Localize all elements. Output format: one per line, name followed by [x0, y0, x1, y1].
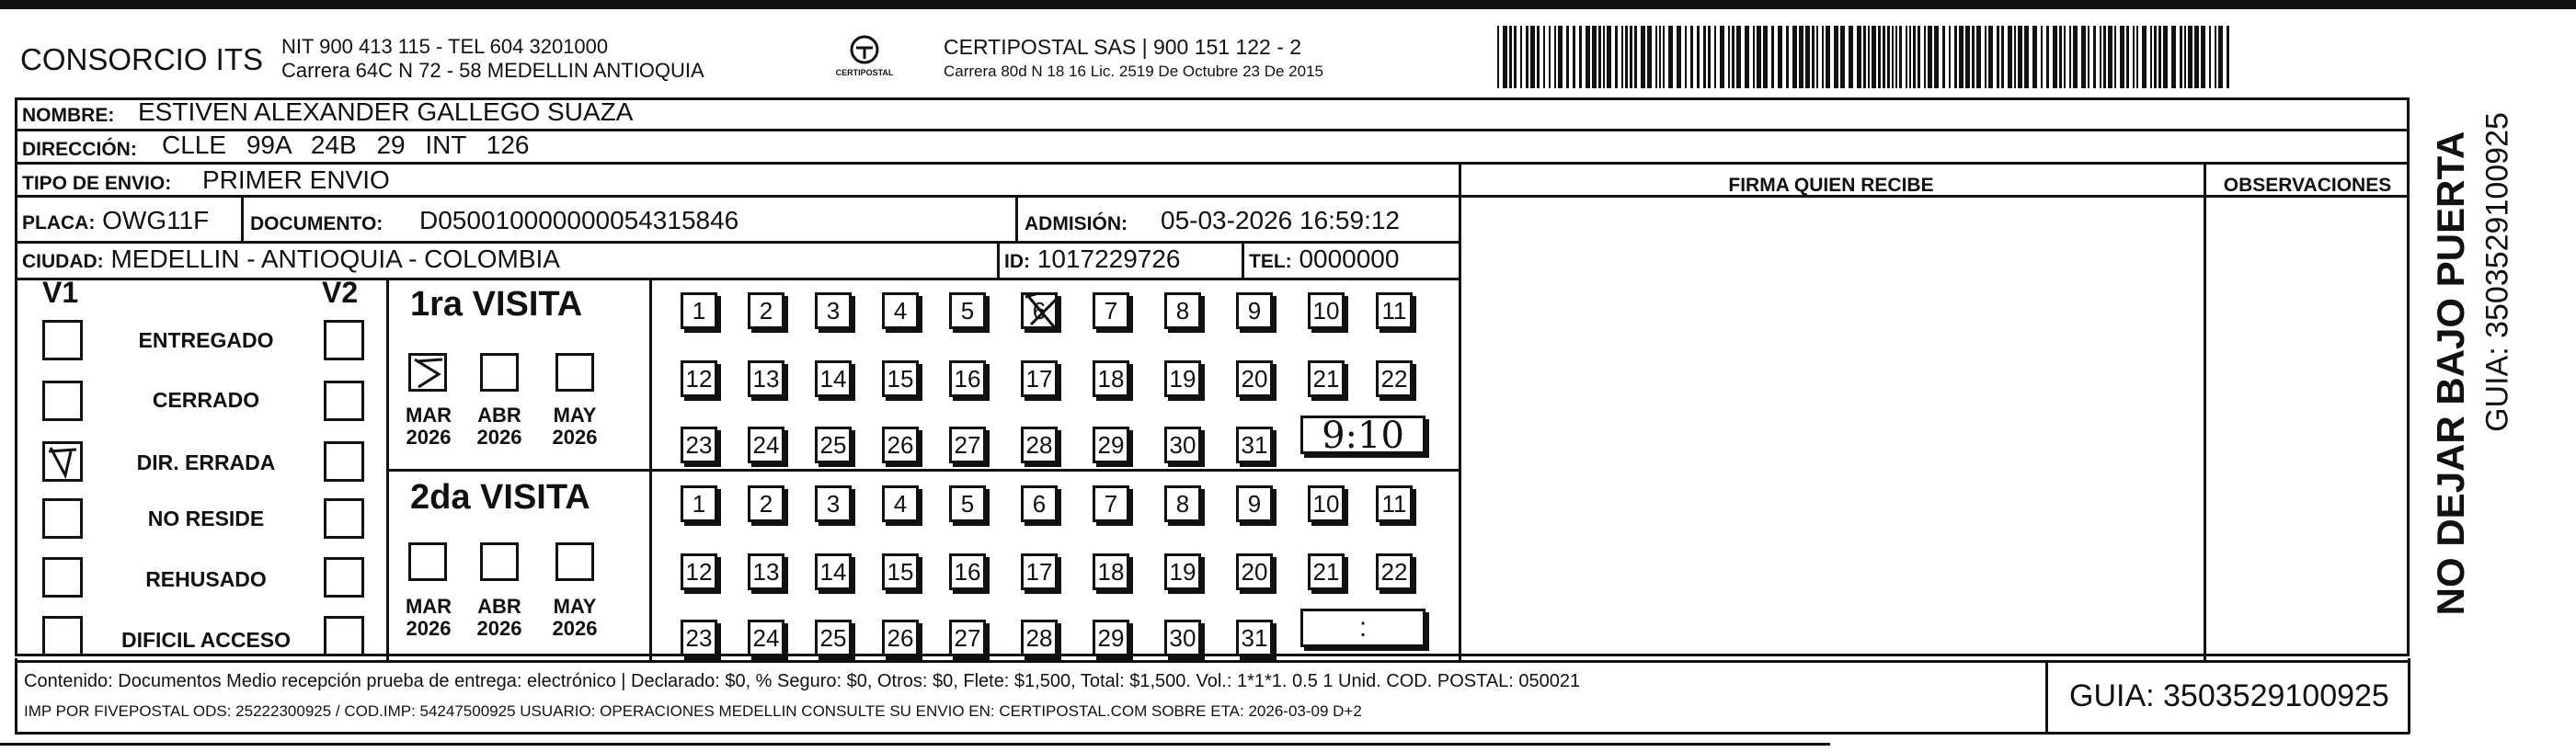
visit1-day-10[interactable]: 10: [1308, 292, 1345, 329]
visit1-day-8[interactable]: 8: [1164, 292, 1201, 329]
visit1-month-may: MAY 2026: [552, 404, 598, 449]
visit2-day-3[interactable]: 3: [815, 485, 852, 522]
visit2-day-23[interactable]: 23: [681, 620, 717, 656]
visit2-month-may-checkbox[interactable]: [555, 542, 594, 581]
visit2-day-14[interactable]: 14: [815, 553, 852, 590]
status-cerrado: CERRADO: [152, 388, 260, 412]
visit2-day-21[interactable]: 21: [1308, 553, 1345, 590]
visit1-day-11[interactable]: 11: [1376, 292, 1413, 329]
visit1-day-28[interactable]: 28: [1021, 427, 1058, 463]
company-name: CONSORCIO ITS: [20, 42, 264, 76]
footer-contenido: Contenido: Documentos Medio recepción prueba de entrega: electrónico | Declarado: $0, % Seguro: $0, Otros: $0, Flete: $1,500, Total: $1,500. Vol.: 1*1*1. 0.5 1 Unid. COD. POSTAL: 050021: [24, 671, 1581, 691]
visit1-month-abr: ABR 2026: [476, 404, 522, 449]
visit1-time-field[interactable]: [1300, 415, 1425, 457]
visit2-time-value: :: [1358, 612, 1368, 643]
documento-value: D050010000000054315846: [419, 206, 739, 234]
documento-label: DOCUMENTO:: [250, 213, 384, 234]
footer-imp: IMP POR FIVEPOSTAL ODS: 25222300925 / COD.IMP: 54247500925 USUARIO: OPERACIONES MEDELLIN CONSULTE SU ENVIO EN: CERTIPOSTAL.COM SOBRE ETA: 2026-03-09 D+2: [24, 702, 1362, 720]
observaciones-header: OBSERVACIONES: [2223, 175, 2392, 196]
status-rehusado: REHUSADO: [145, 567, 267, 591]
side-warning: NO DEJAR BAJO PUERTA: [2429, 131, 2472, 616]
visit1-day-18[interactable]: 18: [1093, 360, 1129, 397]
visit2-day-18[interactable]: 18: [1093, 553, 1129, 590]
status-no-reside: NO RESIDE: [147, 507, 265, 530]
visit1-day-22[interactable]: 22: [1376, 360, 1413, 397]
admision-label: ADMISIÓN:: [1025, 213, 1128, 234]
visit1-month-may-checkbox[interactable]: [555, 353, 594, 392]
visit1-day-27[interactable]: 27: [949, 427, 986, 463]
status-entregado: ENTREGADO: [138, 328, 274, 352]
visit1-day-3[interactable]: 3: [815, 292, 852, 329]
visit1-day-7[interactable]: 7: [1093, 292, 1129, 329]
visit2-month-mar-checkbox[interactable]: [408, 542, 447, 581]
direccion-value: CLLE 99A 24B 29 INT 126: [162, 131, 530, 159]
visit1-day-6[interactable]: 6: [1021, 292, 1058, 329]
v2-label: V2: [322, 276, 359, 309]
visit1-day-16[interactable]: 16: [949, 360, 986, 397]
visit2-day-12[interactable]: 12: [681, 553, 717, 590]
visit1-day-4[interactable]: 4: [882, 292, 919, 329]
ciudad-value: MEDELLIN - ANTIOQUIA - COLOMBIA: [110, 245, 560, 273]
visit2-time-field[interactable]: [1300, 609, 1425, 647]
v2-checkbox-cerrado[interactable]: [324, 381, 364, 421]
visit2-day-8[interactable]: 8: [1164, 485, 1201, 522]
v2-checkbox-dificil-acceso[interactable]: [324, 616, 364, 656]
tipo-envio-value: PRIMER ENVIO: [202, 165, 390, 194]
logo-caption: CERTIPOSTAL: [835, 68, 894, 77]
address-line: Carrera 64C N 72 - 58 MEDELLIN ANTIOQUIA: [281, 59, 704, 82]
visit2-day-11[interactable]: 11: [1376, 485, 1413, 522]
visit2-day-16[interactable]: 16: [949, 553, 986, 590]
visit1-day-1[interactable]: 1: [681, 292, 717, 329]
visit1-day-23[interactable]: 23: [681, 427, 717, 463]
visit2-day-10[interactable]: 10: [1308, 485, 1345, 522]
visit1-day-5[interactable]: 5: [949, 292, 986, 329]
visit2-day-6[interactable]: 6: [1021, 485, 1058, 522]
side-guia-container: [2478, 97, 2518, 649]
visit2-month-abr: ABR 2026: [476, 595, 522, 640]
visit2-day-20[interactable]: 20: [1236, 553, 1273, 590]
certipostal-address: Carrera 80d N 18 16 Lic. 2519 De Octubre 23 De 2015: [944, 63, 1323, 80]
visit1-title: 1ra VISITA: [410, 285, 583, 324]
visit1-month-abr-checkbox[interactable]: [480, 353, 519, 392]
visit1-day-13[interactable]: 13: [748, 360, 784, 397]
visit1-day-12[interactable]: 12: [681, 360, 717, 397]
visit2-month-abr-checkbox[interactable]: [480, 542, 519, 581]
status-dir-errada: DIR. ERRADA: [136, 450, 276, 474]
visit2-day-24[interactable]: 24: [748, 620, 784, 656]
nombre-value: ESTIVEN ALEXANDER GALLEGO SUAZA: [138, 97, 634, 126]
v2-checkbox-rehusado[interactable]: [324, 557, 364, 598]
visit1-month-mar: MAR 2026: [405, 404, 452, 449]
v1-checkbox-cerrado[interactable]: [42, 381, 83, 421]
barcode: [1497, 26, 2233, 88]
visit2-day-7[interactable]: 7: [1093, 485, 1129, 522]
visit1-day-20[interactable]: 20: [1236, 360, 1273, 397]
placa-label: PLACA:: [22, 212, 96, 234]
v1-checkbox-no-reside[interactable]: [42, 498, 83, 539]
v1-checkbox-rehusado[interactable]: [42, 557, 83, 598]
visit2-day-28[interactable]: 28: [1021, 620, 1058, 656]
v2-checkbox-dir-errada[interactable]: [324, 441, 364, 482]
side-guia: GUIA: 3503529100925: [2479, 112, 2515, 432]
visit2-month-may: MAY 2026: [552, 595, 598, 640]
direccion-label: DIRECCIÓN:: [22, 139, 137, 160]
visit2-day-17[interactable]: 17: [1021, 553, 1058, 590]
visit1-day-15[interactable]: 15: [882, 360, 919, 397]
visit1-month-mar-checkbox[interactable]: [408, 353, 447, 392]
tipo-envio-label: TIPO DE ENVIO:: [22, 173, 172, 194]
id-label: ID:: [1004, 251, 1030, 272]
tel-value: 0000000: [1299, 245, 1400, 273]
visit2-day-22[interactable]: 22: [1376, 553, 1413, 590]
visit1-day-30[interactable]: 30: [1164, 427, 1201, 463]
visit2-title: 2da VISITA: [410, 478, 590, 517]
visit2-day-25[interactable]: 25: [815, 620, 852, 656]
nit-line: NIT 900 413 115 - TEL 604 3201000: [281, 35, 609, 58]
status-dificil-acceso: DIFICIL ACCESO: [120, 628, 291, 652]
visit2-day-15[interactable]: 15: [882, 553, 919, 590]
side-warning-container: [2428, 97, 2474, 649]
v1-checkbox-dificil-acceso[interactable]: [42, 616, 83, 656]
tel-label: TEL:: [1249, 251, 1292, 272]
visit1-day-17[interactable]: 17: [1021, 360, 1058, 397]
certipostal-line: CERTIPOSTAL SAS | 900 151 122 - 2: [944, 35, 1302, 59]
visit1-day-26[interactable]: 26: [882, 427, 919, 463]
visit1-day-25[interactable]: 25: [815, 427, 852, 463]
visit2-day-1[interactable]: 1: [681, 485, 717, 522]
top-border: [0, 0, 2576, 9]
visit1-time-value: 9:10: [1322, 415, 1404, 457]
visit1-day-14[interactable]: 14: [815, 360, 852, 397]
visit1-day-19[interactable]: 19: [1164, 360, 1201, 397]
visit2-day-19[interactable]: 19: [1164, 553, 1201, 590]
v2-checkbox-no-reside[interactable]: [324, 498, 364, 539]
visit1-day-9[interactable]: 9: [1236, 292, 1273, 329]
visit2-day-30[interactable]: 30: [1164, 620, 1201, 656]
footer-guia: GUIA: 3503529100925: [2069, 678, 2389, 713]
id-value: 1017229726: [1036, 245, 1181, 273]
nombre-label: NOMBRE:: [22, 105, 115, 126]
visit2-day-31[interactable]: 31: [1236, 620, 1273, 656]
v1-label: V1: [42, 276, 79, 309]
admision-value: 05-03-2026 16:59:12: [1161, 206, 1400, 234]
placa-value: OWG11F: [102, 206, 210, 234]
visit2-day-13[interactable]: 13: [748, 553, 784, 590]
ciudad-label: CIUDAD:: [22, 251, 104, 272]
v1-checkbox-dir-errada[interactable]: [42, 441, 83, 482]
visit2-day-29[interactable]: 29: [1093, 620, 1129, 656]
visit1-day-21[interactable]: 21: [1308, 360, 1345, 397]
visit2-day-9[interactable]: 9: [1236, 485, 1273, 522]
visit1-day-24[interactable]: 24: [748, 427, 784, 463]
visit2-month-mar: MAR 2026: [405, 595, 452, 640]
v2-checkbox-entregado[interactable]: [324, 320, 364, 360]
visit1-day-31[interactable]: 31: [1236, 427, 1273, 463]
visit1-day-29[interactable]: 29: [1093, 427, 1129, 463]
visit2-day-4[interactable]: 4: [882, 485, 919, 522]
visit2-day-26[interactable]: 26: [882, 620, 919, 656]
visit1-day-2[interactable]: 2: [748, 292, 784, 329]
visit2-day-27[interactable]: 27: [949, 620, 986, 656]
visit2-day-5[interactable]: 5: [949, 485, 986, 522]
visit2-day-2[interactable]: 2: [748, 485, 784, 522]
firma-header: FIRMA QUIEN RECIBE: [1728, 175, 1934, 196]
v1-checkbox-entregado[interactable]: [42, 320, 83, 360]
